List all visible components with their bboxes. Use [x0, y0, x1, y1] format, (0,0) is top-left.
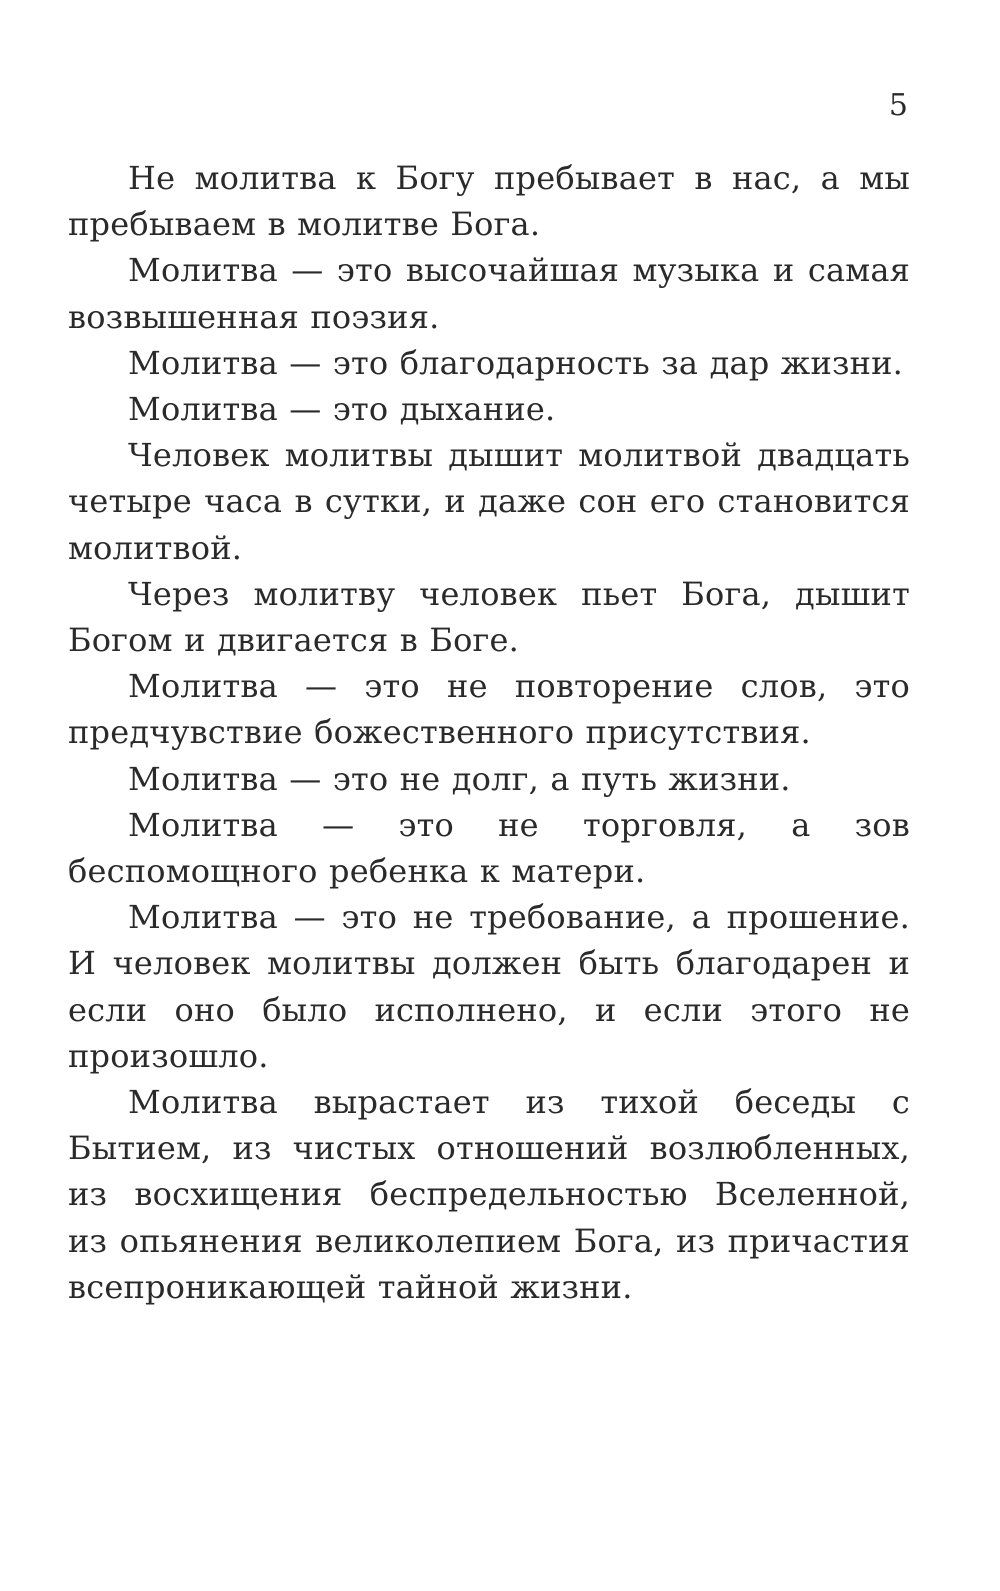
- paragraph: Молитва — это не торговля, а зов беспомощного ребенка к матери.: [68, 805, 910, 891]
- paragraph: Человек молитвы дышит молитвой двадцать четыре часа в сутки, и даже сон его становится молитвой.: [68, 436, 910, 567]
- paragraph: Молитва — это не долг, а путь жизни.: [128, 759, 791, 798]
- paragraph: Молитва — это высочайшая музыка и самая возвышенная поэзия.: [68, 251, 910, 336]
- paragraph: Молитва — это не требование, а прошение. И человек молитвы должен быть благодарен и если оно было исполнено, и если этого не произошло.: [68, 898, 910, 1075]
- paragraph: Молитва — это дыхание.: [128, 390, 556, 429]
- paragraph: Молитва — это не повторение слов, это предчувствие божественного присутствия.: [68, 667, 910, 752]
- body-text: [68, 155, 910, 1310]
- page-number: 5: [888, 88, 908, 123]
- paragraph: Молитва вырастает из тихой беседы с Бытием, из чистых отношений возлюбленных, из восхищения беспредельностью Вселенной, из опьянения великолепием Бога, из причастия всепроникающей тайной жизни.: [68, 1083, 910, 1306]
- paragraph: Через молитву человек пьет Бога, дышит Богом и двигается в Боге.: [68, 574, 910, 660]
- paragraph: Молитва — это благодарность за дар жизни.: [128, 343, 904, 382]
- paragraph: Не молитва к Богу пребывает в нас, а мы пребываем в молитве Бога.: [68, 159, 910, 244]
